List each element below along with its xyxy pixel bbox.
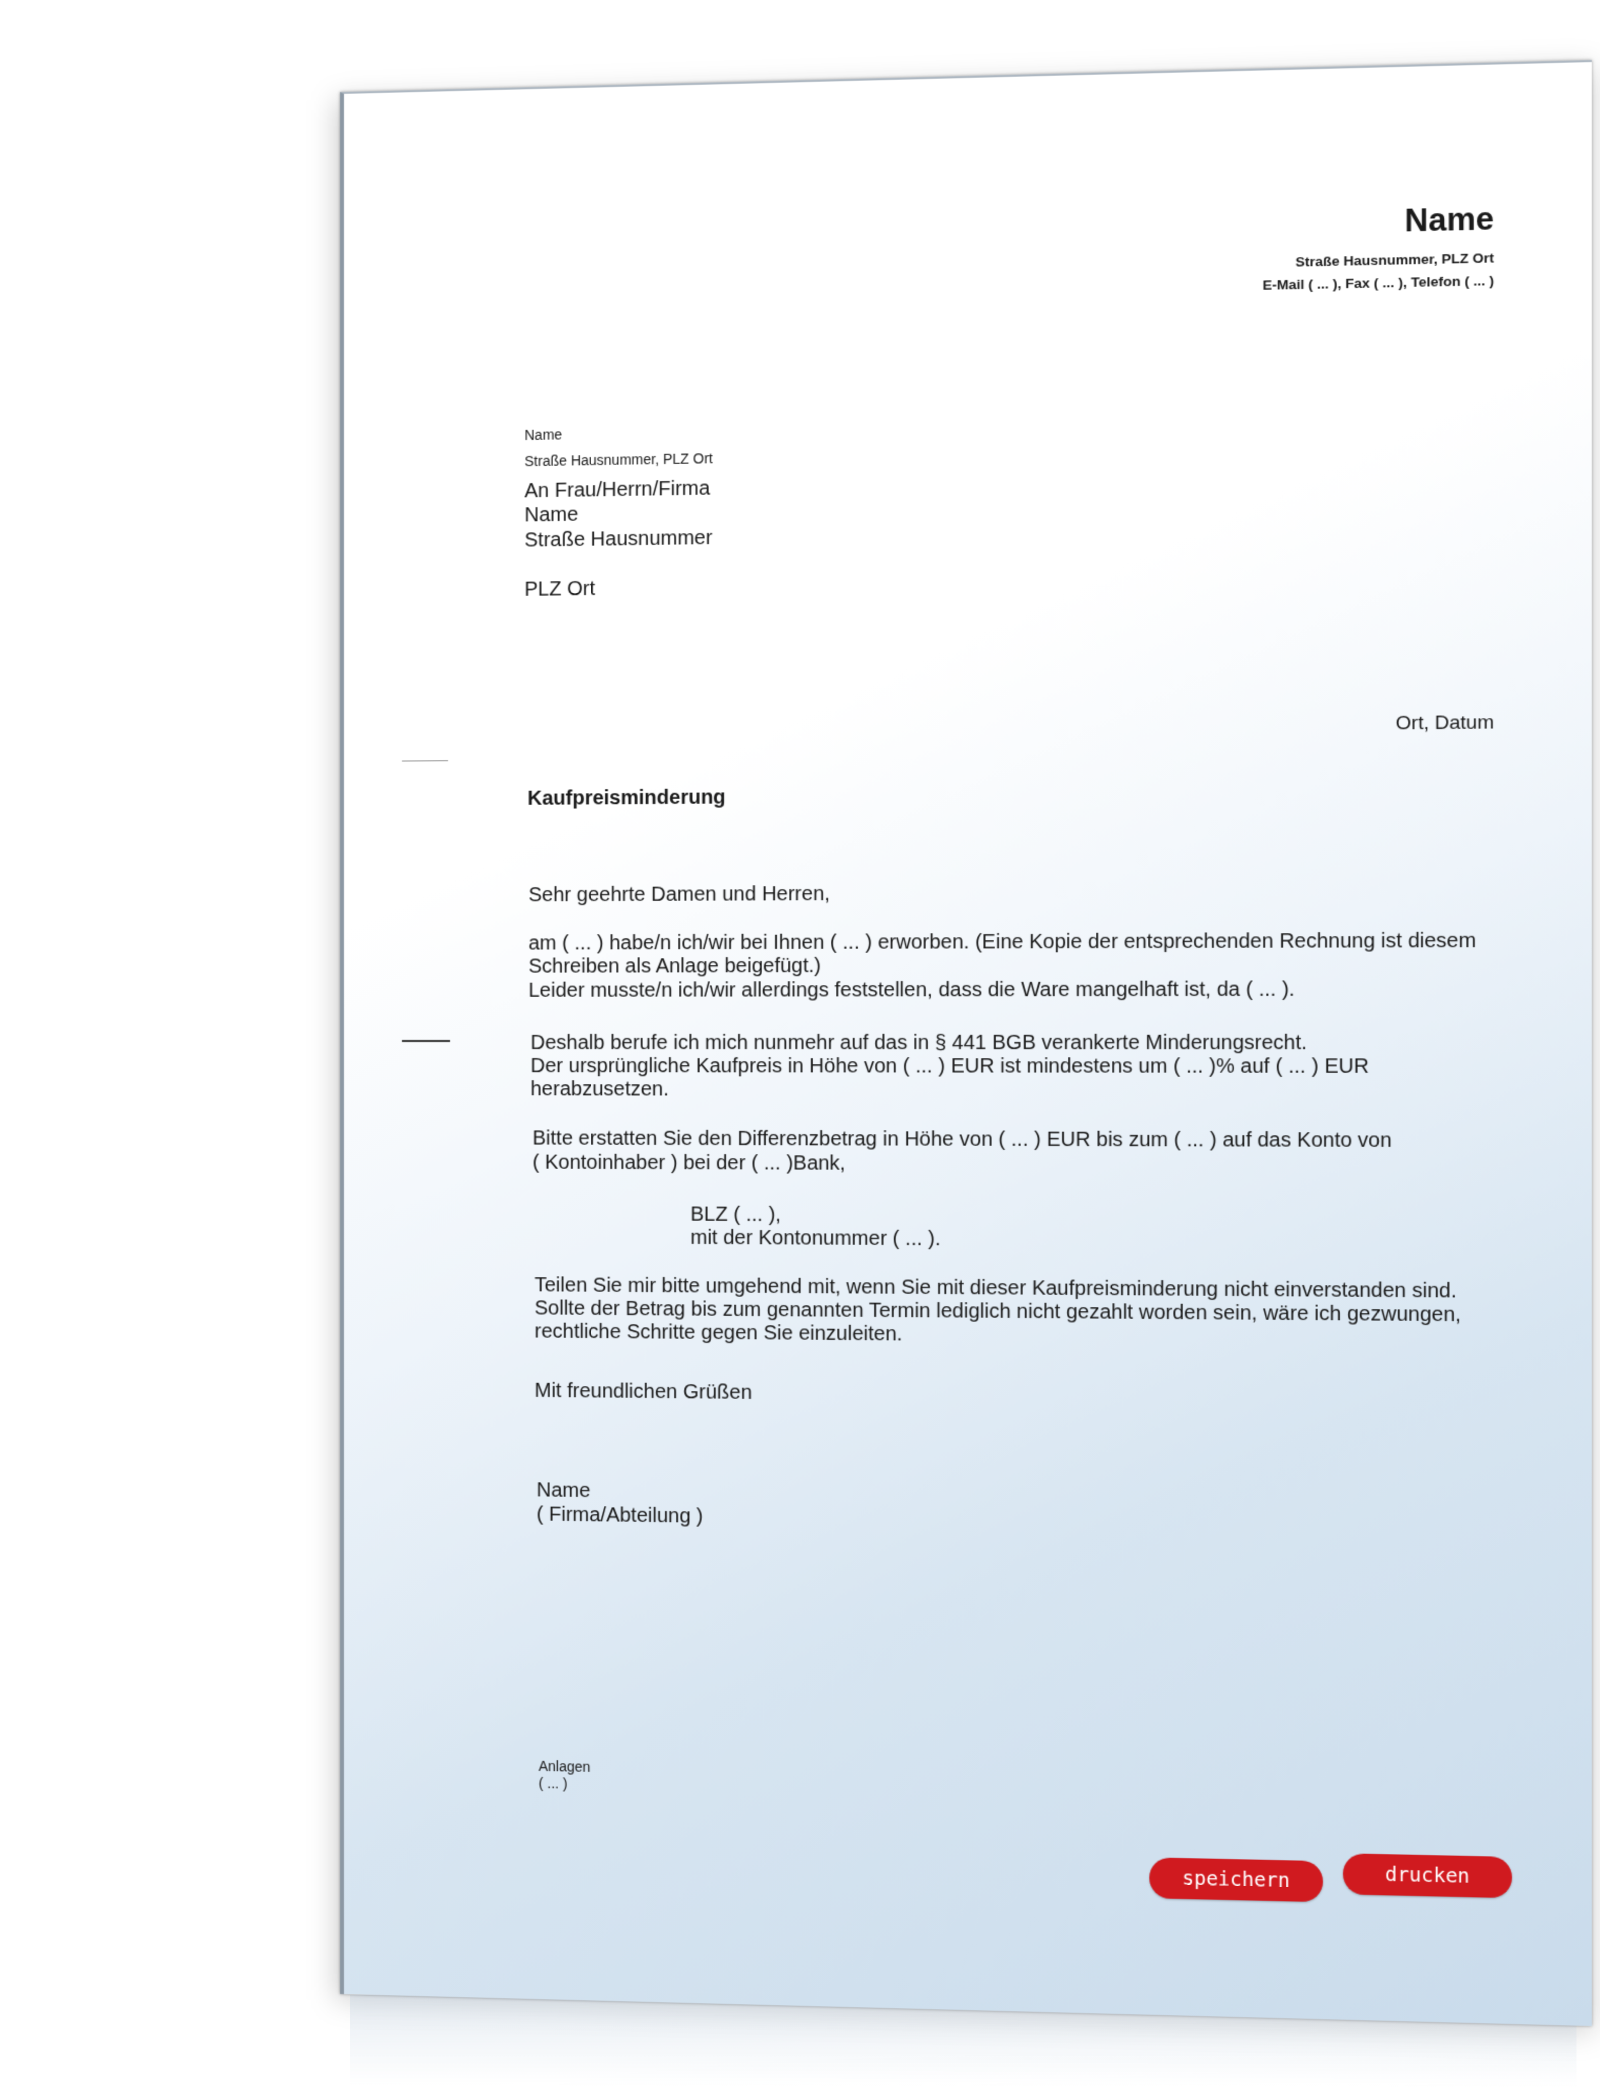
body-line: herabzusetzen.	[530, 1078, 669, 1101]
letter-date: Ort, Datum	[1395, 712, 1495, 735]
body-line: Teilen Sie mir bitte umgehend mit, wenn Sie mit dieser Kaufpreisminderung nicht einverstanden sind.	[534, 1274, 1457, 1303]
letter-subject: Kaufpreisminderung	[527, 786, 726, 810]
enclosures-label: Anlagen	[538, 1757, 591, 1775]
recipient-line-3: Straße Hausnummer	[524, 526, 713, 552]
enclosures-value: ( ... )	[538, 1774, 568, 1792]
bank-code-line: BLZ ( ... ),	[690, 1203, 782, 1227]
body-line: Bitte erstatten Sie den Differenzbetrag in Höhe von ( ... ) EUR bis zum ( ... ) auf das Konto von	[532, 1127, 1392, 1152]
sender-contact: E-Mail ( ... ), Fax ( ... ), Telefon ( ... )	[1262, 272, 1495, 293]
account-number-line: mit der Kontonummer ( ... ).	[690, 1226, 941, 1251]
return-name: Name	[524, 426, 563, 444]
body-line: Der ursprüngliche Kaufpreis in Höhe von ( ... ) EUR ist mindestens um ( ... )% auf ( ... ) EUR	[530, 1055, 1369, 1078]
fold-mark-middle	[402, 1040, 450, 1042]
body-line: Sollte der Betrag bis zum genannten Termin lediglich nicht gezahlt worden sein, wäre ich gezwungen,	[534, 1297, 1461, 1327]
print-button[interactable]: drucken	[1343, 1853, 1512, 1898]
body-line: am ( ... ) habe/n ich/wir bei Ihnen ( ... ) erworben. (Eine Kopie der entsprechenden Rechnung ist diesem	[528, 929, 1477, 955]
body-line: rechtliche Schritte gegen Sie einzuleiten.	[534, 1320, 903, 1346]
return-address: Straße Hausnummer, PLZ Ort	[524, 450, 713, 470]
recipient-line-2: Name	[524, 503, 579, 527]
body-line: ( Kontoinhaber ) bei der ( ... )Bank,	[532, 1151, 846, 1175]
salutation: Sehr geehrte Damen und Herren,	[528, 882, 831, 907]
body-line: Deshalb berufe ich mich nunmehr auf das in § 441 BGB verankerte Minderungsrecht.	[530, 1031, 1308, 1055]
closing: Mit freundlichen Grüßen	[534, 1379, 753, 1404]
body-line: Leider musste/n ich/wir allerdings feststellen, dass die Ware mangelhaft ist, da ( ... ).	[528, 978, 1295, 1002]
recipient-line-1: An Frau/Herrn/Firma	[524, 477, 711, 503]
signature-department: ( Firma/Abteilung )	[536, 1503, 704, 1528]
body-line: Schreiben als Anlage beigefügt.)	[528, 954, 821, 978]
sender-name: Name	[1404, 200, 1495, 239]
fold-mark-top	[402, 760, 448, 761]
recipient-line-4: PLZ Ort	[524, 577, 596, 601]
letter-page	[340, 60, 1592, 2026]
signature-name: Name	[536, 1479, 591, 1503]
save-button[interactable]: speichern	[1149, 1857, 1323, 1902]
sender-address: Straße Hausnummer, PLZ Ort	[1295, 250, 1495, 270]
